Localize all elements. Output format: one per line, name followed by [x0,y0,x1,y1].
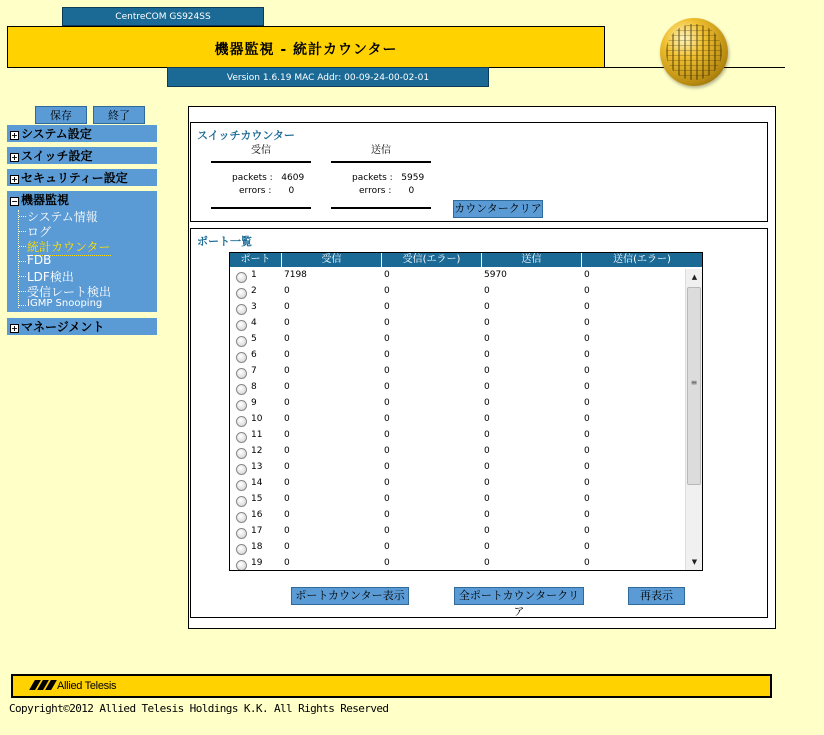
switch-counter-section [190,122,768,222]
expand-plus-icon: + [11,153,18,162]
expand-plus-icon: + [11,324,18,333]
allied-telesis-logo [29,680,116,692]
port-number: 3 [251,302,257,312]
tx-count: 0 [484,286,490,296]
tree-line [18,210,19,308]
tx-count: 0 [484,350,490,360]
divider [331,207,431,209]
table-row [230,365,685,381]
port-list-title: ポート一覧 [197,235,252,248]
port-radio-button[interactable] [236,368,247,379]
rx-error-count: 0 [384,334,390,344]
tx-count: 0 [484,366,490,376]
table-row [230,269,685,285]
tx-count: 0 [484,398,490,408]
rx-errors: errors : 0 [239,186,295,196]
rx-count: 0 [284,446,290,456]
tx-count: 0 [484,446,490,456]
port-number: 15 [251,494,263,504]
rx-count: 0 [284,558,290,568]
exit-button[interactable]: 終了 [93,106,145,124]
submenu-log[interactable]: ログ [27,223,51,240]
tx-count: 5970 [484,270,507,280]
rx-count: 7198 [284,270,307,280]
title-bar [7,26,605,68]
globe-logo-icon [660,18,728,86]
table-header [230,253,702,267]
tx-error-count: 0 [584,414,590,424]
tx-error-count: 0 [584,366,590,376]
tx-count: 0 [484,430,490,440]
tx-count: 0 [484,318,490,328]
counter-clear-button[interactable]: カウンタークリア [453,200,543,218]
menu-label: セキュリティー設定 [21,171,128,185]
menu-label: スイッチ設定 [21,149,93,163]
table-scrollbar[interactable] [685,269,702,570]
port-number: 17 [251,526,263,536]
menu-system-settings[interactable] [7,125,157,142]
table-row [230,349,685,365]
tx-count: 0 [484,558,490,568]
save-button[interactable]: 保存 [35,106,87,124]
logo-text: Allied Telesis [57,680,117,692]
rx-count: 0 [284,334,290,344]
table-row [230,301,685,317]
submenu-ldf-detection[interactable]: LDF検出 [27,268,74,285]
table-row [230,333,685,349]
port-radio-button[interactable] [236,272,247,283]
version-info: Version 1.6.19 MAC Addr: 00-09-24-00-02-01 [167,67,489,87]
tx-error-count: 0 [584,318,590,328]
port-number: 4 [251,318,257,328]
rx-count: 0 [284,414,290,424]
rx-count: 0 [284,478,290,488]
tx-error-count: 0 [584,430,590,440]
port-number: 1 [251,270,257,280]
port-number: 12 [251,446,263,456]
scroll-thumb[interactable]: ≡ [687,287,701,485]
column-header-port: ポート [230,253,282,267]
table-row [230,397,685,413]
column-header-rx: 受信 [282,253,382,267]
port-number: 13 [251,462,263,472]
tx-error-count: 0 [584,478,590,488]
rx-error-count: 0 [384,510,390,520]
menu-device-monitor[interactable] [7,191,157,208]
rx-count: 0 [284,494,290,504]
allied-telesis-mark-icon [29,680,55,690]
table-row [230,557,685,571]
table-row [230,413,685,429]
rx-error-count: 0 [384,478,390,488]
column-header-tx-errors: 送信(エラー) [613,254,671,265]
tx-count: 0 [484,302,490,312]
device-monitor-submenu [7,208,157,312]
rx-error-count: 0 [384,270,390,280]
footer-bar [11,674,772,698]
rx-count: 0 [284,462,290,472]
table-row [230,493,685,509]
port-radio-button[interactable] [236,480,247,491]
tx-error-count: 0 [584,558,590,568]
rx-error-count: 0 [384,526,390,536]
table-row [230,525,685,541]
port-radio-button[interactable] [236,496,247,507]
rx-count: 0 [284,542,290,552]
tx-error-count: 0 [584,526,590,536]
table-row [230,509,685,525]
port-number: 9 [251,398,257,408]
tx-count: 0 [484,494,490,504]
port-radio-button[interactable] [236,448,247,459]
collapse-minus-icon: − [11,197,18,206]
table-row [230,317,685,333]
port-radio-button[interactable] [236,560,247,571]
tx-error-count: 0 [584,398,590,408]
port-number: 10 [251,414,263,424]
rx-count: 0 [284,430,290,440]
port-number: 14 [251,478,263,488]
port-number: 11 [251,430,263,440]
port-radio-button[interactable] [236,384,247,395]
port-number: 7 [251,366,257,376]
tx-count: 0 [484,542,490,552]
port-number: 2 [251,286,257,296]
port-radio-button[interactable] [236,512,247,523]
port-number: 16 [251,510,263,520]
table-row [230,429,685,445]
port-radio-button[interactable] [236,464,247,475]
table-row [230,445,685,461]
tx-error-count: 0 [584,270,590,280]
rx-error-count: 0 [384,366,390,376]
rx-count: 0 [284,398,290,408]
scroll-down-icon[interactable]: ▼ [691,558,698,566]
tx-error-count: 0 [584,494,590,504]
port-number: 18 [251,542,263,552]
submenu-igmp-snooping[interactable]: IGMP Snooping [27,298,102,309]
tx-header: 送信 [371,145,391,156]
rx-error-count: 0 [384,286,390,296]
port-radio-button[interactable] [236,544,247,555]
port-number: 19 [251,558,263,568]
copyright-text: Copyright©2012 Allied Telesis Holdings K.K. All Rights Reserved [9,702,389,715]
port-radio-button[interactable] [236,528,247,539]
table-row [230,381,685,397]
expand-plus-icon: + [11,131,18,140]
tx-error-count: 0 [584,382,590,392]
port-radio-button[interactable] [236,320,247,331]
tx-error-count: 0 [584,510,590,520]
table-row [230,461,685,477]
table-row [230,285,685,301]
submenu-rx-rate-detection[interactable]: 受信レート検出 [27,283,111,300]
rx-count: 0 [284,382,290,392]
table-row [230,477,685,493]
tx-count: 0 [484,526,490,536]
tx-count: 0 [484,382,490,392]
rx-error-count: 0 [384,398,390,408]
rx-error-count: 0 [384,558,390,568]
menu-management[interactable] [7,318,157,335]
rx-error-count: 0 [384,494,390,504]
rx-count: 0 [284,302,290,312]
tx-error-count: 0 [584,350,590,360]
tx-error-count: 0 [584,462,590,472]
tx-count: 0 [484,334,490,344]
rx-error-count: 0 [384,382,390,392]
port-radio-button[interactable] [236,336,247,347]
tx-errors: errors : 0 [359,186,415,196]
column-header-rx-errors: 受信(エラー) [382,253,482,267]
submenu-statistics-counter[interactable]: 統計カウンター [27,238,111,256]
rx-header: 受信 [251,145,271,156]
switch-counter-title: スイッチカウンター [197,129,295,142]
menu-switch-settings[interactable] [7,147,157,164]
tx-error-count: 0 [584,286,590,296]
port-radio-button[interactable] [236,288,247,299]
port-radio-button[interactable] [236,304,247,315]
port-radio-button[interactable] [236,400,247,411]
rx-error-count: 0 [384,446,390,456]
menu-label: システム設定 [21,127,92,141]
port-list-section [190,228,768,618]
menu-security-settings[interactable] [7,169,157,186]
divider [331,161,431,163]
column-header-tx: 送信 [482,253,582,267]
tx-error-count: 0 [584,542,590,552]
submenu-fdb[interactable]: FDB [27,253,51,267]
tx-error-count: 0 [584,334,590,344]
port-number: 6 [251,350,257,360]
scroll-up-icon[interactable]: ▲ [691,273,698,281]
rx-error-count: 0 [384,430,390,440]
port-number: 8 [251,382,257,392]
port-radio-button[interactable] [236,352,247,363]
divider [211,161,311,163]
rx-error-count: 0 [384,302,390,312]
rx-packets: packets : 4609 [232,173,305,183]
tx-count: 0 [484,478,490,488]
rx-error-count: 0 [384,318,390,328]
rx-count: 0 [284,350,290,360]
tx-count: 0 [484,510,490,520]
rx-error-count: 0 [384,542,390,552]
rx-count: 0 [284,526,290,536]
port-radio-button[interactable] [236,416,247,427]
rx-error-count: 0 [384,462,390,472]
rx-count: 0 [284,366,290,376]
port-table [229,252,703,571]
tx-count: 0 [484,462,490,472]
refresh-button[interactable]: 再表示 [628,587,685,605]
expand-plus-icon: + [11,175,18,184]
rx-count: 0 [284,286,290,296]
rx-count: 0 [284,510,290,520]
rx-error-count: 0 [384,350,390,360]
page-title: 機器監視 - 統計カウンター [214,42,398,58]
tx-error-count: 0 [584,302,590,312]
clear-all-port-counters-button[interactable]: 全ポートカウンタークリア [454,587,584,605]
menu-label: 機器監視 [21,193,70,207]
rx-count: 0 [284,318,290,328]
model-name-tab: CentreCOM GS924SS [62,7,264,26]
port-counter-show-button[interactable]: ポートカウンター表示 [291,587,409,605]
tx-packets: packets : 5959 [352,173,425,183]
tx-count: 0 [484,414,490,424]
tx-error-count: 0 [584,446,590,456]
submenu-system-info[interactable]: システム情報 [27,208,98,225]
divider [211,207,311,209]
port-number: 5 [251,334,257,344]
port-radio-button[interactable] [236,432,247,443]
table-row [230,541,685,557]
main-panel [188,106,776,629]
menu-label: マネージメント [21,320,105,334]
rx-error-count: 0 [384,414,390,424]
